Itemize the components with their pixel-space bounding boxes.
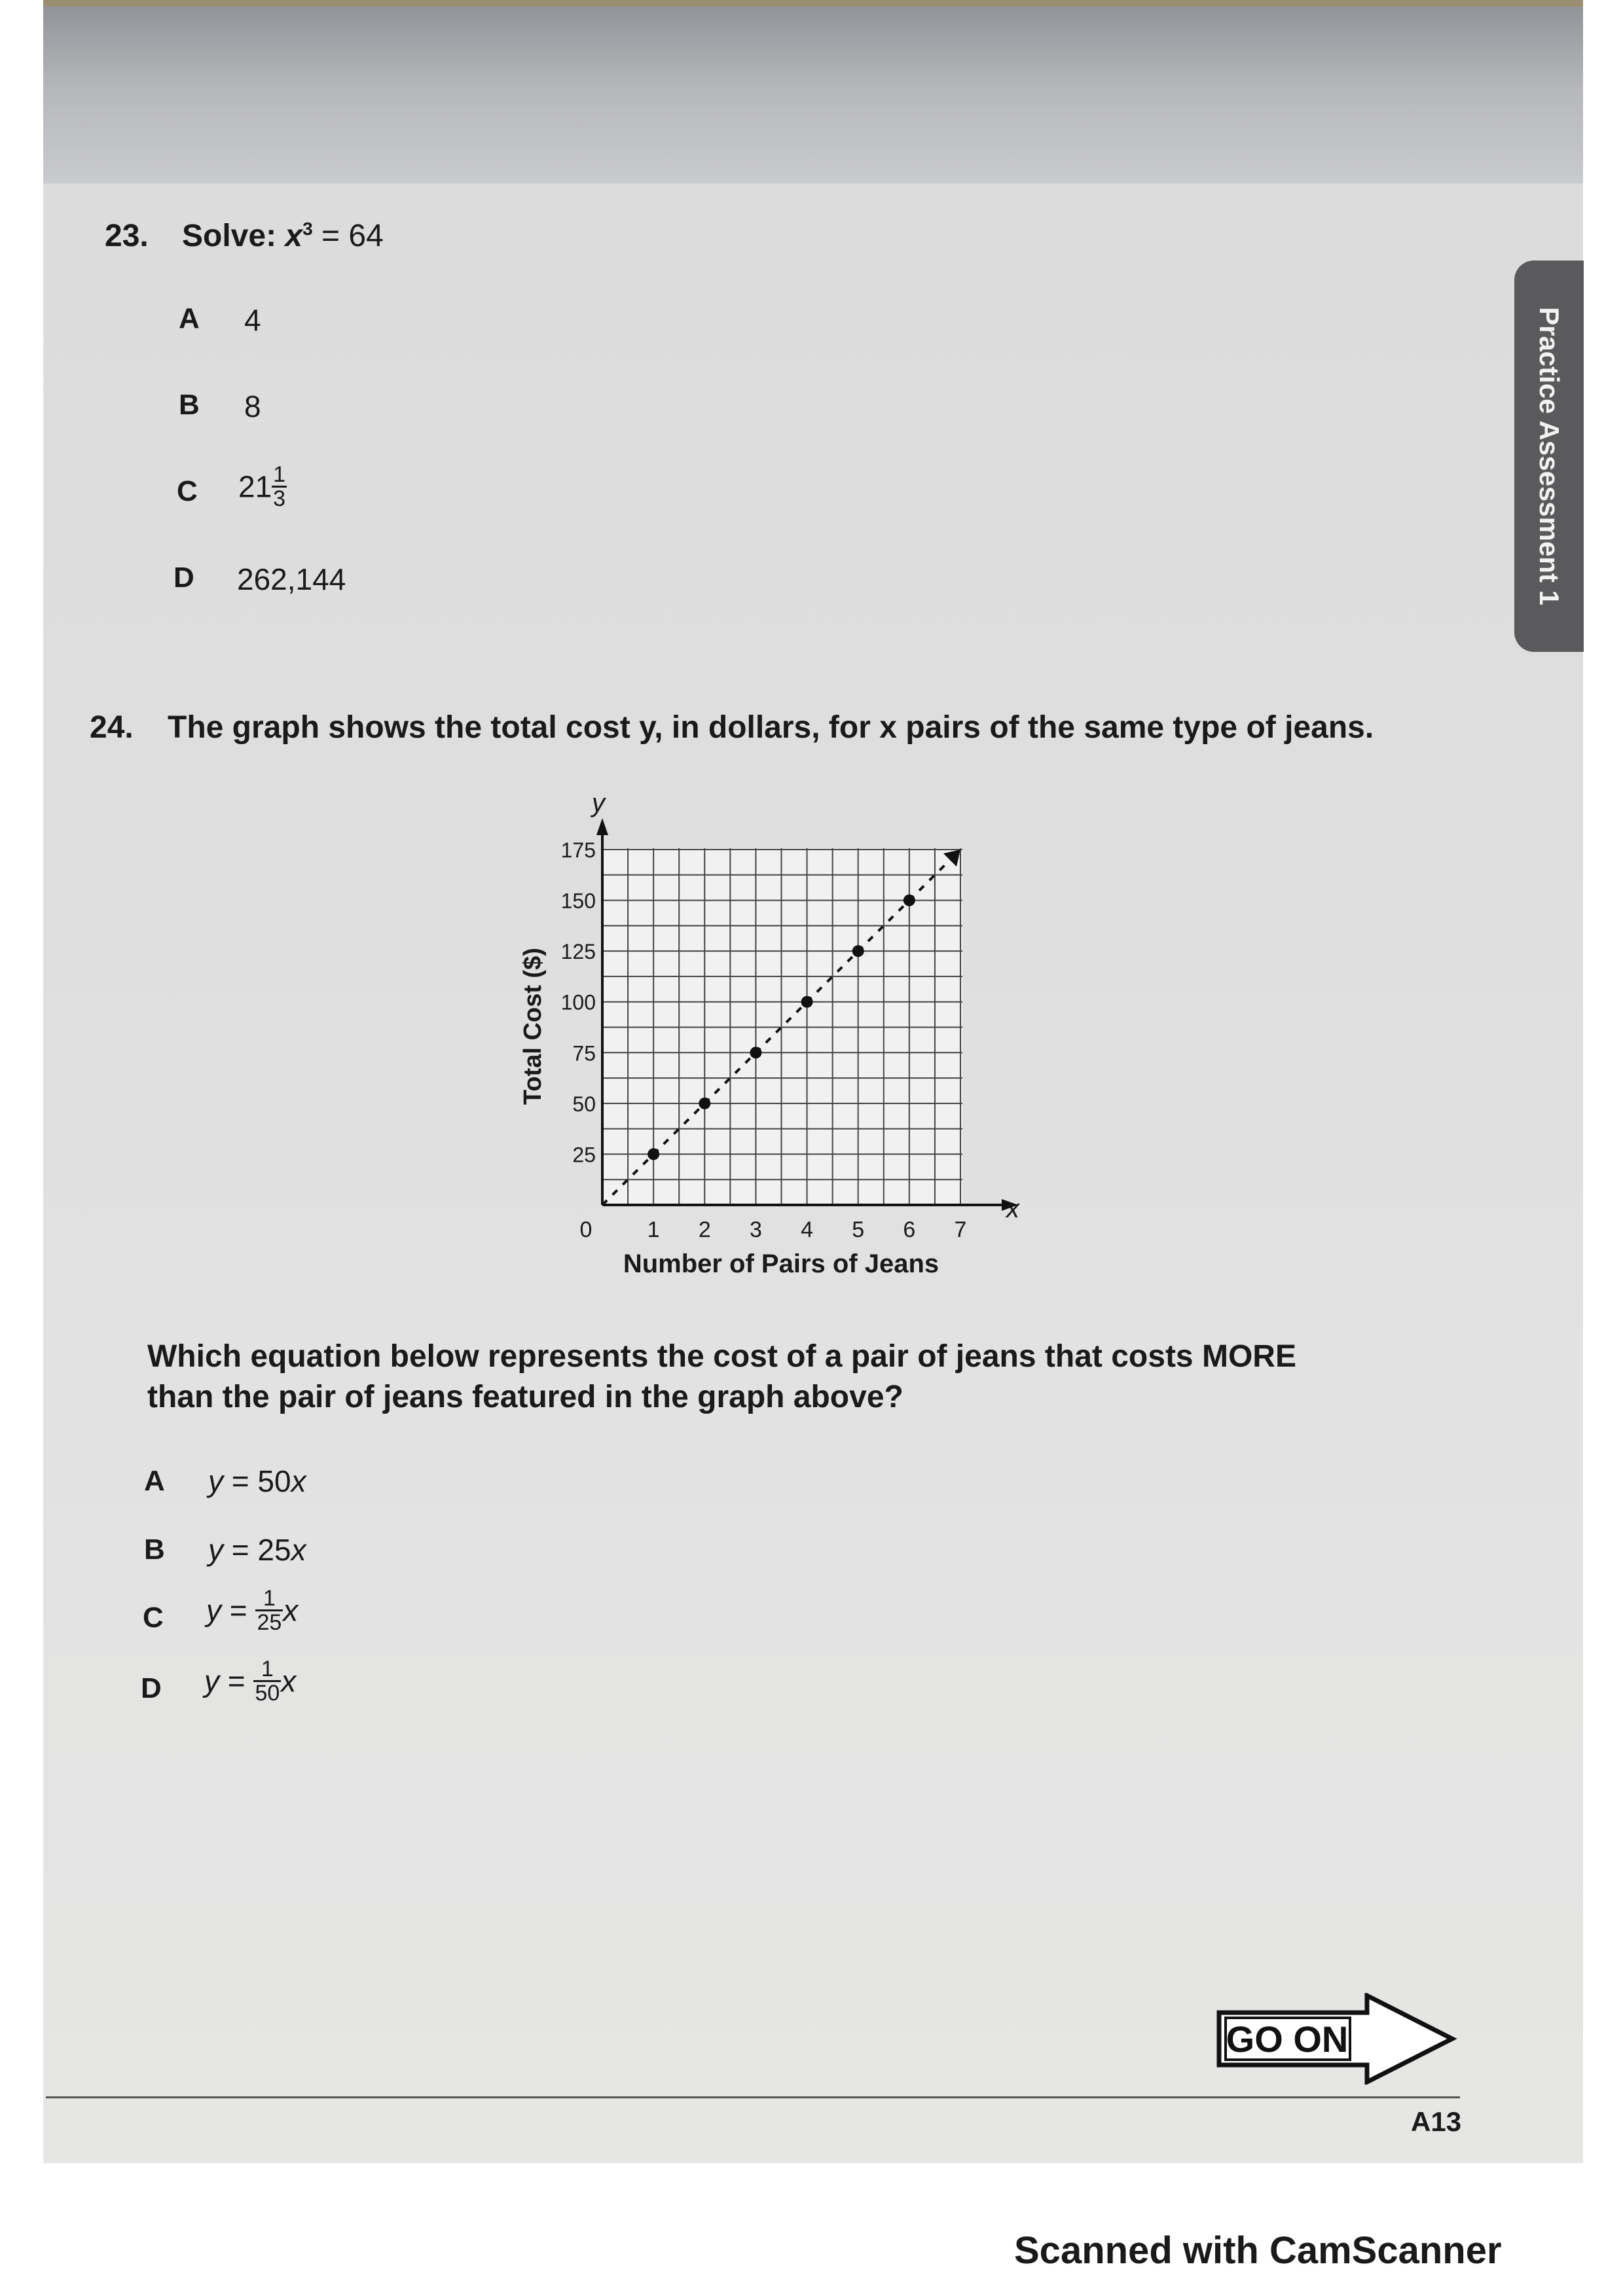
q23-var: x xyxy=(285,219,303,253)
q24-option-d-num: 1 xyxy=(253,1658,281,1682)
q24-option-b-var: x xyxy=(291,1533,306,1567)
chart-x-tick-label: 2 xyxy=(698,1217,711,1242)
q24-prompt: The graph shows the total cost y, in dollars, for x pairs of the same type of jeans. xyxy=(168,710,1374,745)
chart-x-tick-label: 5 xyxy=(852,1217,865,1242)
chart-y-var-label: y xyxy=(592,789,605,817)
q24-option-b-eq: = 25 xyxy=(223,1533,291,1567)
chart-x-tick-label: 4 xyxy=(801,1217,814,1242)
q24-option-b-letter: B xyxy=(144,1534,165,1566)
chart-data-point xyxy=(852,945,864,957)
chart-y-tick-label: 150 xyxy=(560,889,596,913)
q24-option-c-den: 25 xyxy=(257,1610,282,1635)
q24-option-d-eq: = xyxy=(219,1664,254,1698)
q24-number: 24. xyxy=(90,710,134,745)
chart-x-axis-title: Number of Pairs of Jeans xyxy=(623,1249,939,1278)
q24-option-b-text[interactable] xyxy=(208,1532,306,1568)
q24-option-d-letter: D xyxy=(141,1672,162,1704)
q24-question-line2: than the pair of jeans featured in the graph above? xyxy=(147,1380,903,1414)
chart-data-point xyxy=(801,996,813,1008)
q24-option-c-fraction xyxy=(255,1587,283,1634)
chart-x-tick-label: 1 xyxy=(647,1217,660,1242)
q24-option-c-text[interactable] xyxy=(206,1587,298,1634)
go-on-arrow-icon xyxy=(1216,1993,1459,2085)
q23-option-c-whole: 21 xyxy=(238,469,272,504)
chart-y-axis-title: Total Cost ($) xyxy=(519,948,547,1105)
chart-x-tick-label: 3 xyxy=(749,1217,762,1242)
chart-data-point xyxy=(750,1047,761,1058)
q24-option-a-var: x xyxy=(291,1464,306,1498)
q24-option-d-var: x xyxy=(281,1664,297,1698)
page-number: A13 xyxy=(1411,2106,1462,2137)
q23-exponent: 3 xyxy=(302,219,313,239)
q23-option-d-letter: D xyxy=(173,562,194,594)
q23-prompt-suffix: = 64 xyxy=(312,219,384,253)
q24-option-a-text[interactable] xyxy=(208,1463,306,1499)
chart-origin-label: 0 xyxy=(579,1217,593,1242)
section-tab-label: Practice Assessment 1 xyxy=(1534,306,1565,606)
chart-y-tick-label: 50 xyxy=(572,1092,596,1116)
q24-option-d-lhs: y xyxy=(204,1664,219,1698)
q23-option-a-text[interactable]: 4 xyxy=(244,303,261,337)
q23-option-c-letter: C xyxy=(177,475,198,507)
q24-option-d-den: 50 xyxy=(255,1681,280,1706)
go-on-label: GO ON xyxy=(1226,2018,1349,2060)
q23-option-a-letter: A xyxy=(179,302,200,334)
scanned-watermark: Scanned with CamScanner xyxy=(1014,2229,1502,2272)
chart-y-tick-label: 75 xyxy=(572,1041,596,1066)
footer-divider xyxy=(46,2096,1460,2098)
q23-option-b-text[interactable]: 8 xyxy=(244,389,261,423)
chart-y-tick-label: 100 xyxy=(560,990,596,1014)
chart-data-point xyxy=(647,1148,659,1160)
q23-option-c-num: 1 xyxy=(273,462,286,487)
q24-option-a-eq: = 50 xyxy=(223,1464,291,1498)
go-on-button[interactable] xyxy=(1216,1993,1459,2085)
chart-x-tick-label: 7 xyxy=(954,1217,967,1242)
q24-option-d-fraction xyxy=(253,1658,281,1704)
q23-option-b-letter: B xyxy=(179,389,200,421)
q24-option-b-lhs: y xyxy=(208,1533,223,1567)
q24-option-a-lhs: y xyxy=(208,1464,223,1498)
chart-x-tick-label: 6 xyxy=(903,1217,916,1242)
q24-option-c-letter: C xyxy=(143,1602,164,1634)
chart-y-tick-label: 25 xyxy=(572,1143,596,1167)
chart-y-tick-label: 175 xyxy=(560,838,596,862)
chart-x-var-label: x xyxy=(1006,1194,1019,1223)
chart-y-axis-arrow xyxy=(596,818,608,835)
q24-option-c-eq: = xyxy=(221,1593,256,1628)
q23-number: 23. xyxy=(105,219,149,253)
q24-option-a-letter: A xyxy=(144,1465,165,1497)
q24-question-line1: Which equation below represents the cost of a pair of jeans that costs MORE xyxy=(147,1339,1296,1374)
q23-option-d-text[interactable]: 262,144 xyxy=(237,562,346,596)
chart-data-point xyxy=(699,1098,710,1109)
q24-option-c-num: 1 xyxy=(255,1587,283,1611)
q23-option-c-den: 3 xyxy=(273,486,286,511)
q24-option-c-lhs: y xyxy=(206,1593,221,1628)
q24-option-d-text[interactable] xyxy=(204,1658,296,1704)
q23-prompt-prefix: Solve: xyxy=(182,219,285,253)
chart-data-point xyxy=(903,895,915,906)
q24-option-c-var: x xyxy=(283,1593,299,1628)
chart-y-tick-label: 125 xyxy=(560,940,596,964)
